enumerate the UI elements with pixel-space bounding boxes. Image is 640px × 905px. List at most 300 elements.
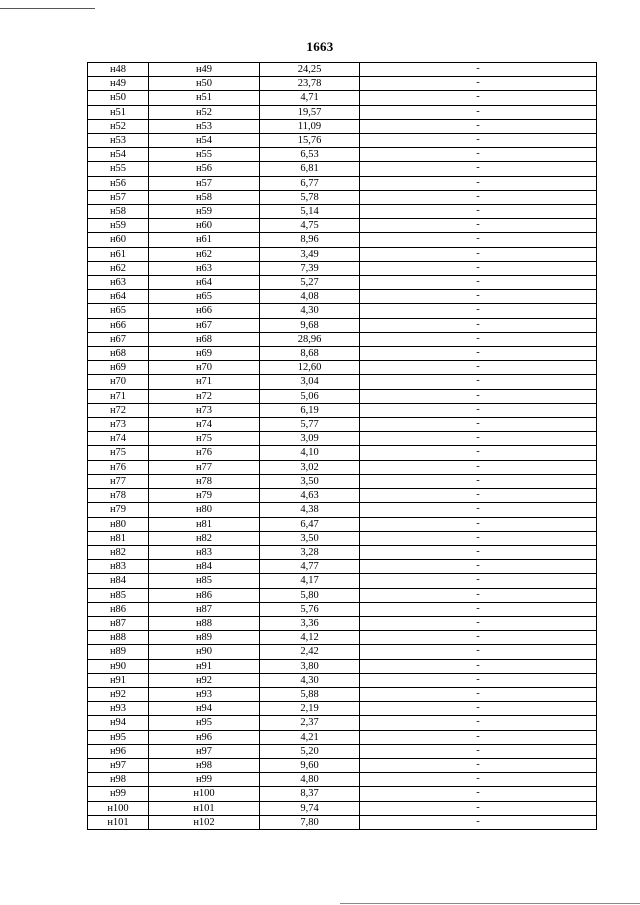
table-row: [88, 474, 597, 488]
distance-cell: 5,76: [260, 602, 360, 616]
to-point-cell: н85: [149, 574, 260, 588]
table-row: [88, 545, 597, 559]
from-point-cell: н94: [88, 716, 149, 730]
to-point-cell: н71: [149, 375, 260, 389]
dash-mark: -: [476, 773, 480, 785]
note-cell: [360, 361, 597, 375]
note-cell: [360, 318, 597, 332]
note-cell: [360, 332, 597, 346]
distance-cell: 23,78: [260, 77, 360, 91]
from-point-cell: н91: [88, 673, 149, 687]
to-point-cell: н52: [149, 105, 260, 119]
from-point-cell: н81: [88, 531, 149, 545]
to-point-cell: н63: [149, 261, 260, 275]
to-point-cell: н57: [149, 176, 260, 190]
to-point-cell: н61: [149, 233, 260, 247]
from-point-cell: н80: [88, 517, 149, 531]
table-row: [88, 190, 597, 204]
distance-cell: 5,20: [260, 744, 360, 758]
note-cell: [360, 432, 597, 446]
from-point-cell: н90: [88, 659, 149, 673]
to-point-cell: н55: [149, 148, 260, 162]
note-cell: [360, 347, 597, 361]
dash-mark: -: [476, 205, 480, 217]
to-point-cell: н81: [149, 517, 260, 531]
note-cell: [360, 631, 597, 645]
dash-mark: -: [476, 616, 480, 628]
to-point-cell: н94: [149, 702, 260, 716]
distance-cell: 15,76: [260, 134, 360, 148]
note-cell: [360, 474, 597, 488]
note-cell: [360, 418, 597, 432]
note-cell: [360, 574, 597, 588]
from-point-cell: н50: [88, 91, 149, 105]
table-row: [88, 91, 597, 105]
dash-mark: -: [476, 474, 480, 486]
distance-cell: 24,25: [260, 63, 360, 77]
from-point-cell: н48: [88, 63, 149, 77]
distance-cell: 3,09: [260, 432, 360, 446]
distance-cell: 3,49: [260, 247, 360, 261]
note-cell: [360, 773, 597, 787]
distance-cell: 6,81: [260, 162, 360, 176]
table-row: [88, 659, 597, 673]
to-point-cell: н100: [149, 787, 260, 801]
dash-mark: -: [476, 645, 480, 657]
distance-cell: 4,08: [260, 290, 360, 304]
from-point-cell: н75: [88, 446, 149, 460]
from-point-cell: н84: [88, 574, 149, 588]
distance-cell: 19,57: [260, 105, 360, 119]
dash-mark: -: [476, 190, 480, 202]
distance-cell: 3,50: [260, 531, 360, 545]
note-cell: [360, 261, 597, 275]
distance-cell: 5,27: [260, 276, 360, 290]
from-point-cell: н58: [88, 205, 149, 219]
dash-mark: -: [476, 588, 480, 600]
dash-mark: -: [476, 134, 480, 146]
distance-cell: 3,36: [260, 616, 360, 630]
distance-cell: 5,80: [260, 588, 360, 602]
note-cell: [360, 645, 597, 659]
scan-edge-line-bottom: [340, 903, 640, 904]
note-cell: [360, 105, 597, 119]
note-cell: [360, 616, 597, 630]
note-cell: [360, 531, 597, 545]
dash-mark: -: [476, 687, 480, 699]
to-point-cell: н88: [149, 616, 260, 630]
from-point-cell: н82: [88, 545, 149, 559]
to-point-cell: н80: [149, 503, 260, 517]
distance-cell: 28,96: [260, 332, 360, 346]
from-point-cell: н95: [88, 730, 149, 744]
distance-cell: 2,19: [260, 702, 360, 716]
distance-cell: 5,06: [260, 389, 360, 403]
table-row: [88, 631, 597, 645]
note-cell: [360, 588, 597, 602]
from-point-cell: н53: [88, 134, 149, 148]
dash-mark: -: [476, 290, 480, 302]
table-row: [88, 716, 597, 730]
note-cell: [360, 560, 597, 574]
table-row: [88, 773, 597, 787]
from-point-cell: н60: [88, 233, 149, 247]
to-point-cell: н68: [149, 332, 260, 346]
to-point-cell: н102: [149, 815, 260, 829]
from-point-cell: н78: [88, 489, 149, 503]
distance-cell: 8,37: [260, 787, 360, 801]
dash-mark: -: [476, 758, 480, 770]
table-row: [88, 801, 597, 815]
distance-cell: 4,80: [260, 773, 360, 787]
table-row: [88, 375, 597, 389]
dash-mark: -: [476, 318, 480, 330]
from-point-cell: н92: [88, 687, 149, 701]
to-point-cell: н93: [149, 687, 260, 701]
distance-cell: 5,77: [260, 418, 360, 432]
note-cell: [360, 787, 597, 801]
from-point-cell: н87: [88, 616, 149, 630]
from-point-cell: н54: [88, 148, 149, 162]
dash-mark: -: [476, 716, 480, 728]
from-point-cell: н93: [88, 702, 149, 716]
to-point-cell: н83: [149, 545, 260, 559]
note-cell: [360, 673, 597, 687]
note-cell: [360, 233, 597, 247]
dash-mark: -: [476, 233, 480, 245]
note-cell: [360, 716, 597, 730]
from-point-cell: н71: [88, 389, 149, 403]
dash-mark: -: [476, 418, 480, 430]
table-row: [88, 205, 597, 219]
distance-cell: 4,12: [260, 631, 360, 645]
table-row: [88, 261, 597, 275]
from-point-cell: н68: [88, 347, 149, 361]
from-point-cell: н64: [88, 290, 149, 304]
dash-mark: -: [476, 261, 480, 273]
table-row: [88, 418, 597, 432]
note-cell: [360, 815, 597, 829]
from-point-cell: н83: [88, 560, 149, 574]
from-point-cell: н63: [88, 276, 149, 290]
dash-mark: -: [476, 787, 480, 799]
table-row: [88, 219, 597, 233]
from-point-cell: н77: [88, 474, 149, 488]
table-row: [88, 432, 597, 446]
table-row: [88, 148, 597, 162]
dash-mark: -: [476, 332, 480, 344]
to-point-cell: н76: [149, 446, 260, 460]
from-point-cell: н74: [88, 432, 149, 446]
table-row: [88, 503, 597, 517]
to-point-cell: н56: [149, 162, 260, 176]
to-point-cell: н98: [149, 758, 260, 772]
from-point-cell: н85: [88, 588, 149, 602]
distance-cell: 4,30: [260, 304, 360, 318]
to-point-cell: н79: [149, 489, 260, 503]
table-row: [88, 815, 597, 829]
note-cell: [360, 744, 597, 758]
note-cell: [360, 205, 597, 219]
from-point-cell: н73: [88, 418, 149, 432]
dash-mark: -: [476, 63, 480, 74]
dash-mark: -: [476, 91, 480, 103]
distance-cell: 3,50: [260, 474, 360, 488]
to-point-cell: н91: [149, 659, 260, 673]
note-cell: [360, 219, 597, 233]
note-cell: [360, 758, 597, 772]
table-row: [88, 332, 597, 346]
table-row: [88, 119, 597, 133]
to-point-cell: н77: [149, 460, 260, 474]
distance-cell: 5,78: [260, 190, 360, 204]
from-point-cell: н98: [88, 773, 149, 787]
note-cell: [360, 801, 597, 815]
distance-cell: 4,63: [260, 489, 360, 503]
from-point-cell: н76: [88, 460, 149, 474]
table-row: [88, 517, 597, 531]
dash-mark: -: [476, 119, 480, 131]
dash-mark: -: [476, 77, 480, 89]
from-point-cell: н70: [88, 375, 149, 389]
to-point-cell: н90: [149, 645, 260, 659]
distance-cell: 6,53: [260, 148, 360, 162]
from-point-cell: н67: [88, 332, 149, 346]
note-cell: [360, 63, 597, 77]
table-row: [88, 531, 597, 545]
note-cell: [360, 687, 597, 701]
dash-mark: -: [476, 389, 480, 401]
note-cell: [360, 148, 597, 162]
dash-mark: -: [476, 148, 480, 160]
from-point-cell: н62: [88, 261, 149, 275]
table-row: [88, 233, 597, 247]
note-cell: [360, 489, 597, 503]
from-point-cell: н59: [88, 219, 149, 233]
to-point-cell: н50: [149, 77, 260, 91]
dash-mark: -: [476, 247, 480, 259]
distance-cell: 3,04: [260, 375, 360, 389]
table-row: [88, 588, 597, 602]
distance-cell: 3,80: [260, 659, 360, 673]
table-row: [88, 77, 597, 91]
distance-cell: 7,80: [260, 815, 360, 829]
note-cell: [360, 702, 597, 716]
table-row: [88, 645, 597, 659]
dash-mark: -: [476, 744, 480, 756]
table-row: [88, 460, 597, 474]
to-point-cell: н72: [149, 389, 260, 403]
dash-mark: -: [476, 631, 480, 643]
to-point-cell: н75: [149, 432, 260, 446]
to-point-cell: н51: [149, 91, 260, 105]
dash-mark: -: [476, 545, 480, 557]
table-body: [88, 63, 597, 830]
to-point-cell: н82: [149, 531, 260, 545]
distance-cell: 11,09: [260, 119, 360, 133]
note-cell: [360, 190, 597, 204]
from-point-cell: н97: [88, 758, 149, 772]
to-point-cell: н101: [149, 801, 260, 815]
dash-mark: -: [476, 347, 480, 359]
table-row: [88, 730, 597, 744]
to-point-cell: н66: [149, 304, 260, 318]
dash-mark: -: [476, 602, 480, 614]
dash-mark: -: [476, 105, 480, 117]
distance-cell: 4,75: [260, 219, 360, 233]
note-cell: [360, 389, 597, 403]
dash-mark: -: [476, 162, 480, 174]
table-row: [88, 290, 597, 304]
note-cell: [360, 460, 597, 474]
note-cell: [360, 162, 597, 176]
table-row: [88, 63, 597, 77]
dash-mark: -: [476, 531, 480, 543]
table-row: [88, 347, 597, 361]
to-point-cell: н53: [149, 119, 260, 133]
to-point-cell: н67: [149, 318, 260, 332]
distance-cell: 2,42: [260, 645, 360, 659]
table-row: [88, 787, 597, 801]
table-row: [88, 687, 597, 701]
to-point-cell: н58: [149, 190, 260, 204]
from-point-cell: н72: [88, 403, 149, 417]
to-point-cell: н59: [149, 205, 260, 219]
dash-mark: -: [476, 219, 480, 231]
dash-mark: -: [476, 801, 480, 813]
to-point-cell: н99: [149, 773, 260, 787]
to-point-cell: н84: [149, 560, 260, 574]
to-point-cell: н73: [149, 403, 260, 417]
to-point-cell: н60: [149, 219, 260, 233]
distance-cell: 4,17: [260, 574, 360, 588]
to-point-cell: н97: [149, 744, 260, 758]
from-point-cell: н52: [88, 119, 149, 133]
table-row: [88, 560, 597, 574]
table-row: [88, 276, 597, 290]
from-point-cell: н57: [88, 190, 149, 204]
from-point-cell: н49: [88, 77, 149, 91]
note-cell: [360, 304, 597, 318]
table-row: [88, 361, 597, 375]
table-row: [88, 162, 597, 176]
from-point-cell: н100: [88, 801, 149, 815]
from-point-cell: н79: [88, 503, 149, 517]
dash-mark: -: [476, 489, 480, 501]
table-row: [88, 574, 597, 588]
to-point-cell: н54: [149, 134, 260, 148]
distance-cell: 6,19: [260, 403, 360, 417]
distance-cell: 8,96: [260, 233, 360, 247]
distance-cell: 3,02: [260, 460, 360, 474]
to-point-cell: н74: [149, 418, 260, 432]
distance-cell: 4,21: [260, 730, 360, 744]
note-cell: [360, 176, 597, 190]
table-row: [88, 176, 597, 190]
to-point-cell: н49: [149, 63, 260, 77]
distance-cell: 4,10: [260, 446, 360, 460]
from-point-cell: н66: [88, 318, 149, 332]
dash-mark: -: [476, 517, 480, 529]
from-point-cell: н88: [88, 631, 149, 645]
table-row: [88, 134, 597, 148]
table-row: [88, 744, 597, 758]
table-row: [88, 105, 597, 119]
distance-cell: 4,30: [260, 673, 360, 687]
dash-mark: -: [476, 276, 480, 288]
note-cell: [360, 290, 597, 304]
note-cell: [360, 91, 597, 105]
note-cell: [360, 545, 597, 559]
note-cell: [360, 446, 597, 460]
note-cell: [360, 375, 597, 389]
from-point-cell: н99: [88, 787, 149, 801]
distance-cell: 5,88: [260, 687, 360, 701]
dash-mark: -: [476, 574, 480, 586]
distance-cell: 4,77: [260, 560, 360, 574]
note-cell: [360, 77, 597, 91]
to-point-cell: н78: [149, 474, 260, 488]
dash-mark: -: [476, 375, 480, 387]
note-cell: [360, 602, 597, 616]
note-cell: [360, 247, 597, 261]
dash-mark: -: [476, 176, 480, 188]
dash-mark: -: [476, 560, 480, 572]
distance-cell: 7,39: [260, 261, 360, 275]
distance-cell: 6,47: [260, 517, 360, 531]
dash-mark: -: [476, 673, 480, 685]
distance-cell: 9,74: [260, 801, 360, 815]
dash-mark: -: [476, 446, 480, 458]
table-row: [88, 758, 597, 772]
distance-cell: 9,60: [260, 758, 360, 772]
data-table: [87, 62, 597, 830]
to-point-cell: н89: [149, 631, 260, 645]
table-row: [88, 304, 597, 318]
table-row: [88, 318, 597, 332]
to-point-cell: н62: [149, 247, 260, 261]
from-point-cell: н69: [88, 361, 149, 375]
from-point-cell: н51: [88, 105, 149, 119]
note-cell: [360, 403, 597, 417]
table-row: [88, 602, 597, 616]
table-row: [88, 247, 597, 261]
dash-mark: -: [476, 730, 480, 742]
distance-cell: 6,77: [260, 176, 360, 190]
table-row: [88, 446, 597, 460]
note-cell: [360, 503, 597, 517]
distance-cell: 3,28: [260, 545, 360, 559]
from-point-cell: н101: [88, 815, 149, 829]
table-row: [88, 673, 597, 687]
dash-mark: -: [476, 304, 480, 316]
to-point-cell: н65: [149, 290, 260, 304]
to-point-cell: н86: [149, 588, 260, 602]
note-cell: [360, 276, 597, 290]
distance-cell: 4,38: [260, 503, 360, 517]
from-point-cell: н61: [88, 247, 149, 261]
table-row: [88, 702, 597, 716]
dash-mark: -: [476, 702, 480, 714]
note-cell: [360, 659, 597, 673]
note-cell: [360, 119, 597, 133]
to-point-cell: н69: [149, 347, 260, 361]
table-row: [88, 389, 597, 403]
page-number: 1663: [306, 39, 334, 54]
distance-cell: 12,60: [260, 361, 360, 375]
to-point-cell: н95: [149, 716, 260, 730]
note-cell: [360, 517, 597, 531]
